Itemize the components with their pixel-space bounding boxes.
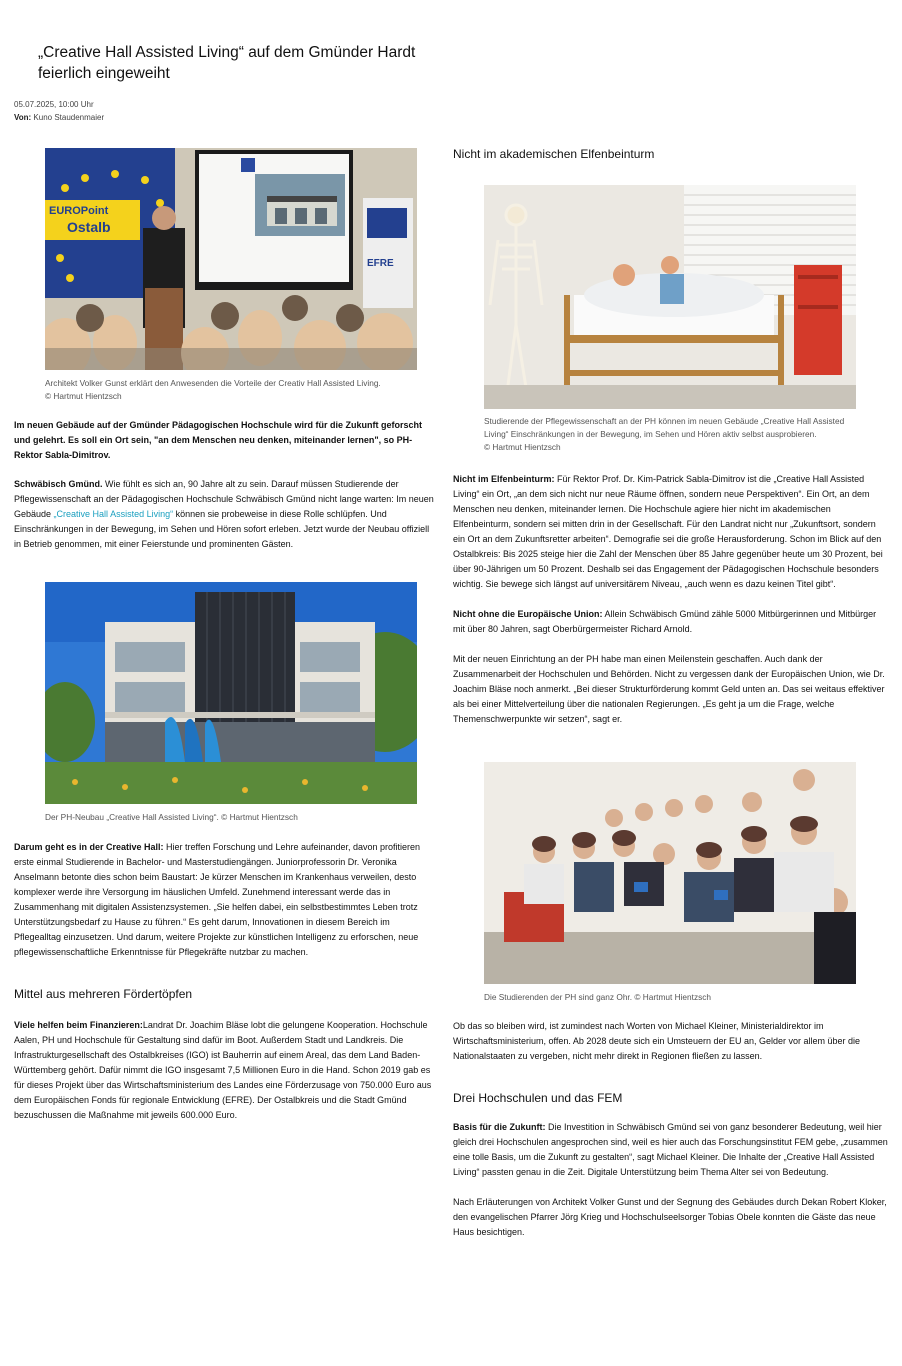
article-lead: Im neuen Gebäude auf der Gmünder Pädagogischen Hochschule wird für die Zukunft geforscht und gelehrt. Es soll ein Ort sein, "an dem Menschen neu denken, miteinander lernen", so PH-Rektor Sabla-Dimitrov. xyxy=(14,420,423,460)
section-heading: Nicht im akademischen Elfenbeinturm xyxy=(453,147,655,161)
author-name: Kuno Staudenmaier xyxy=(33,113,105,122)
lecture-photo-caption xyxy=(45,377,417,403)
paragraph: Nach Erläuterungen von Architekt Volker Gunst und der Segnung des Gebäudes durch Dekan Robert Kloker, den evangelischen Pfarrer Jörg Krieg und Hochschulseelsorger Tobias Obele konnten die Gäste das neue Haus besichtigen. xyxy=(453,1197,887,1237)
lecture-photo[interactable] xyxy=(45,148,417,370)
caption-text: Architekt Volker Gunst erklärt den Anwesenden die Vorteile der Creativ Hall Assisted Living. xyxy=(45,378,381,388)
left-text-block-2 xyxy=(14,840,434,1123)
students-photo[interactable] xyxy=(484,762,856,984)
ostalb-sign-text: Ostalb xyxy=(67,219,111,235)
paragraph-lead-in: Darum geht es in der Creative Hall: xyxy=(14,842,164,852)
paragraph-lead-in: Viele helfen beim Finanzieren: xyxy=(14,1020,143,1030)
caption-text: Studierende der Pflegewissenschaft an der PH können im neuen Gebäude „Creative Hall Assisted Living“ Einschränkungen in der Bewegung, im Sehen und Hören aktiv selbst ausprobieren. xyxy=(484,416,845,439)
right-text-block-1 xyxy=(453,472,889,727)
nursing-lab-photo-caption xyxy=(484,415,856,454)
paragraph-lead-in: Nicht ohne die Europäische Union: xyxy=(453,609,603,619)
paragraph: Darum geht es in der Creative Hall: Hier treffen Forschung und Lehre aufeinander, davon profitieren erste einmal Studierende in Bachelor- und Masterstudiengängen. Juniorprofessorin Dr. Veronika Anselmann betonte dies schon beim Baustart: Je kürzer Menschen im Krankenhaus verweilen, desto komplexer werde ihre Versorgung im häuslichen Umfeld. Zunehmend interessant werde das in Zusammenhang mit digitalen Assistenzsystemen. „Sie helfen dabei, ein selbstbestimmtes Leben trotz Unterstützungsbedarf zu Hause zu führen.“ Es geht darum, Innovationen in diesem Bereich im Pflegealltag einzusetzen. Und darum, weitere Projekte zur künstlichen Intelligenz zu erforschen, neue pflegewissenschaftliche Erkenntnisse für Pflegekräfte nutzbar zu machen. xyxy=(14,842,421,957)
building-photo-caption xyxy=(45,811,417,824)
paragraph: Ob das so bleiben wird, ist zumindest nach Worten von Michael Kleiner, Ministerialdirektor im Wirtschaftsministerium, offen. Ab 2028 deute sich ein Umsteuern der EU an, Gelder vor allem über die Nationalstaaten zu vergeben, nicht mehr direkt in Regionen fließen zu lassen. xyxy=(453,1021,861,1061)
section-heading: Mittel aus mehreren Fördertöpfen xyxy=(14,987,193,1001)
article-date: 05.07.2025, 10:00 Uhr xyxy=(14,100,94,109)
caption-text: Der PH-Neubau „Creative Hall Assisted Living“. © Hartmut Hientzsch xyxy=(45,812,298,822)
paragraph: Schwäbisch Gmünd. Wie fühlt es sich an, 90 Jahre alt zu sein. Darauf müssen Studierende der Pflegewissenschaft an der Pädagogischen Hochschule Schwäbisch Gmünd nicht lange warten: Im neuen Gebäude „Creative Hall Assisted Living“ können sie probeweise in diese Rolle schlüpfen. Und Einschränkungen in der Bewegung, im Sehen und Hören sofort erleben. Jetzt wurde der Neubau offiziell in Betrieb genommen, mit einer Feierstunde und prominenten Gästen. xyxy=(14,479,434,549)
creative-hall-link[interactable]: „Creative Hall Assisted Living“ xyxy=(53,509,174,519)
paragraph: Nicht im Elfenbeinturm: Für Rektor Prof. Dr. Kim-Patrick Sabla-Dimitrov ist die „Creative Hall Assisted Living“ ein Ort, „an dem sich nicht nur neue Räume öffnen, sondern neue Perspektiven“. Ein Ort, an dem Menschen neu denken, miteinander lernen. Die Hochschule agiere hier nicht im akademischen Elfenbeinturm, sondern sei mitten drin in der Gesellschaft. Für den Landrat nicht nur „Zukunftsort, sondern ein Ort an dem Zukunftsretter arbeiten“. Demografie sei die große Herausforderung. Schon im Blick auf den Ostalbkreis: Bis 2025 steige hier die Zahl der Menschen über 85 Jahre gegenüber heute um 30 Prozent, bei über 90-Jährigen um 50 Prozent. Deshalb sei das Engagement der Pädagogischen Hochschule besonders wichtig. Sie bewege sich längst auf universitärem Niveau, „auch wenn es dazu keinen Titel gibt“. xyxy=(453,474,883,589)
author-label: Von: xyxy=(14,113,32,122)
caption-text: Die Studierenden der PH sind ganz Ohr. © Hartmut Hientzsch xyxy=(484,992,712,1002)
nursing-lab-photo[interactable] xyxy=(484,185,856,409)
photo-credit: © Hartmut Hientzsch xyxy=(45,391,122,401)
paragraph: Basis für die Zukunft: Die Investition in Schwäbisch Gmünd sei von ganz besonderer Bedeutung, weil hier gleich drei Hochschulen angesprochen sind, weil es hier auch das Forschungsinstitut FEM gebe, „zusammen eine tolle Basis, um die Zukunft zu gestalten“, sagt Michael Kleiner. Die Inhalte der „Creative Hall Assisted Living“ passten genau in die Zeit. Digitale Unterstützung beim Thema Alter sei von Bedeutung. xyxy=(453,1122,888,1177)
students-photo-caption xyxy=(484,991,856,1004)
left-text-block-1 xyxy=(14,418,434,552)
europoint-sign-text: EUROPoint xyxy=(49,205,109,217)
section-heading: Drei Hochschulen und das FEM xyxy=(453,1091,623,1105)
paragraph: Nicht ohne die Europäische Union: Allein Schwäbisch Gmünd zähle 5000 Mitbürgerinnen und Mitbürger mit über 80 Jahren, sagt Oberbürgermeister Richard Arnold. xyxy=(453,609,877,634)
paragraph: Viele helfen beim Finanzieren:Landrat Dr. Joachim Bläse lobt die gelungene Kooperation. Hochschule Aalen, PH und Hochschule für Gestaltung sind dafür im Boot. Außerdem Stadt und Landkreis. Die Infrastrukturgesellschaft des Ostalbkreises (IGO) ist Bauherrin auf einem Areal, das dem Land Baden-Württemberg gehört. Dafür nimmt die IGO insgesamt 7,5 Millionen Euro in die Hand. Schon 2019 gab es für dieses Projekt über das Wirtschaftsministerium des Landes eine Förderzusage von 750.000 Euro aus dem Europäischen Fonds für regionale Entwicklung (EFRE). Der Ostalbkreis und die Stadt Gmünd bezuschussen die Maßnahme mit jeweils 600.000 Euro. xyxy=(14,1020,432,1120)
paragraph-lead-in: Basis für die Zukunft: xyxy=(453,1122,546,1132)
paragraph-lead-in: Nicht im Elfenbeinturm: xyxy=(453,474,555,484)
building-photo[interactable] xyxy=(45,582,417,804)
efre-sign-text: EFRE xyxy=(367,258,394,269)
paragraph: Mit der neuen Einrichtung an der PH habe man einen Meilenstein geschaffen. Auch dank der Zusammenarbeit der Hochschulen und Behörden. Nicht zu vergessen dank der Europäischen Union, wie Dr. Joachim Bläse noch anmerkt. „Bei dieser Strukturförderung kommt Geld unten an. Das sei weitaus effektiver als bei einer Mittelverteilung über die nationalen Regierungen. „Es geht ja um die Frage, welche Themenschwerpunkte wir setzen“, sagt er. xyxy=(453,654,885,724)
article-title: „Creative Hall Assisted Living“ auf dem Gmünder Hardt feierlich eingeweiht xyxy=(38,44,416,82)
photo-credit: © Hartmut Hientzsch xyxy=(484,442,561,452)
right-text-block-2 xyxy=(453,1019,889,1240)
article-author xyxy=(14,113,104,122)
paragraph-lead-in: Schwäbisch Gmünd. xyxy=(14,479,103,489)
